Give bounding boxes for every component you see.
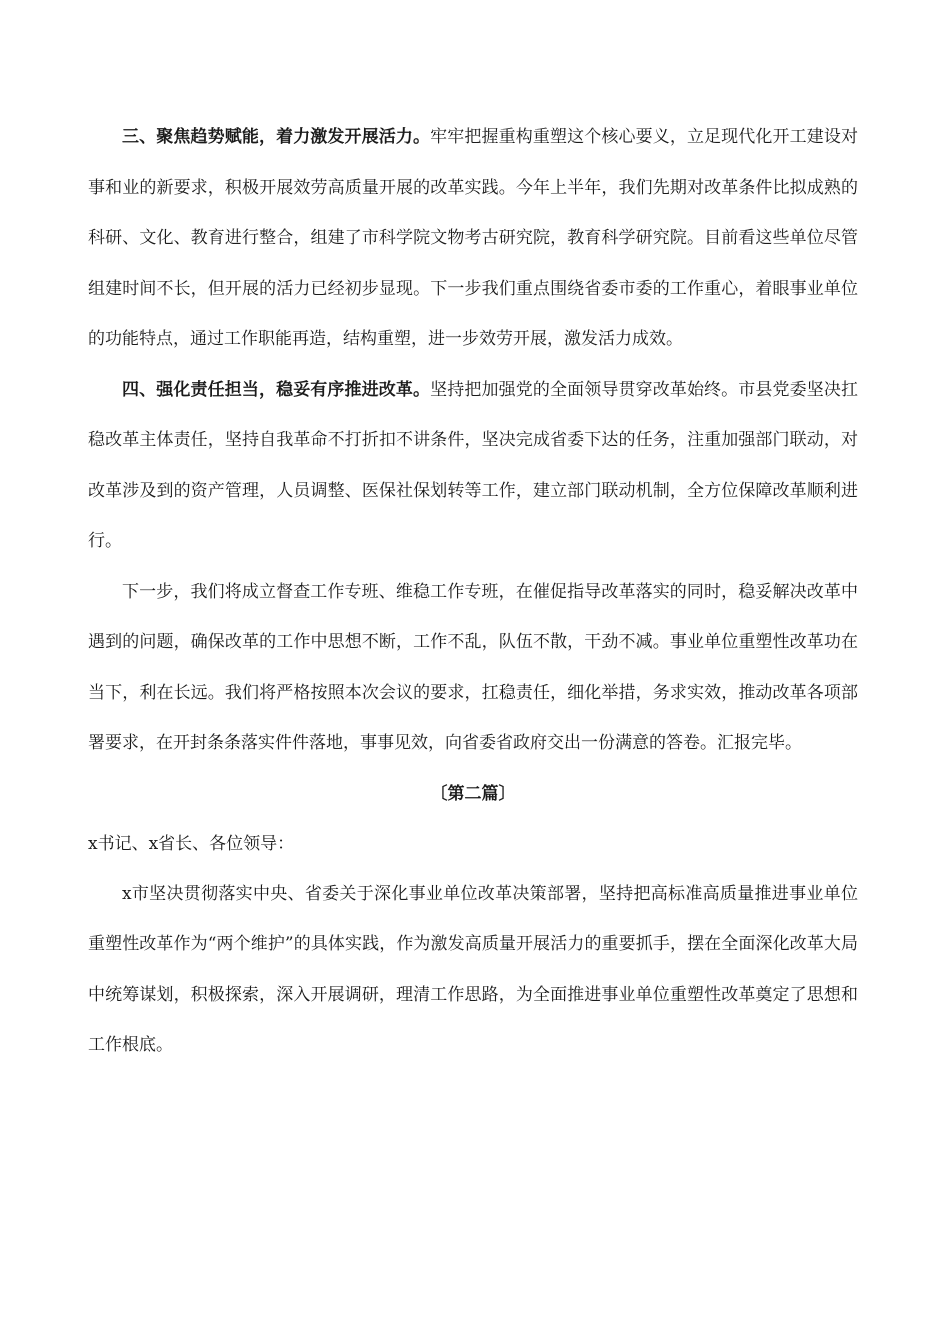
next-steps-body: 下一步，我们将成立督查工作专班、维稳工作专班，在催促指导改革落实的同时，稳妥解决改革中遇到的问题，确保改革的工作中思想不断，工作不乱，队伍不散，干劲不减。事业单位重塑性改革功在当下，利在长远。我们将严格按照本次会议的要求，扛稳责任，细化举措，务求实效，推动改革各项部署要求，在开封条条落实件件落地，事事见效，向省委省政府交出一份满意的答卷。汇报完毕。 bbox=[88, 581, 858, 753]
paragraph-section-four bbox=[88, 365, 858, 567]
document-page bbox=[88, 112, 858, 1071]
paragraph-section-three bbox=[88, 112, 858, 365]
salutation: x书记、x省长、各位领导： bbox=[88, 833, 295, 854]
paragraph-next-steps bbox=[88, 567, 858, 769]
section-three-body: 牢牢把握重构重塑这个核心要义，立足现代化开工建设对事和业的新要求，积极开展效劳高质量开展的改革实践。今年上半年，我们先期对改革条件比拟成熟的科研、文化、教育进行整合，组建了市科学院文物考古研究院，教育科学研究院。目前看这些单位尽管组建时间不长，但开展的活力已经初步显现。下一步我们重点围绕省委市委的工作重心，着眼事业单位的功能特点，通过工作职能再造，结构重塑，进一步效劳开展，激发活力成效。 bbox=[88, 127, 859, 349]
paragraph-intro bbox=[88, 869, 858, 1071]
section-four-lead: 四、强化责任担当，稳妥有序推进改革。 bbox=[122, 379, 431, 400]
intro-body: x市坚决贯彻落实中央、省委关于深化事业单位改革决策部署，坚持把高标准高质量推进事业单位重塑性改革作为“两个维护”的具体实践，作为激发高质量开展活力的重要抓手，摆在全面深化改革大局中统筹谋划，积极探索，深入开展调研，理清工作思路，为全面推进事业单位重塑性改革奠定了思想和工作根底。 bbox=[88, 883, 858, 1055]
section-three-lead: 三、聚焦趋势赋能，着力激发开展活力。 bbox=[122, 127, 431, 147]
section-heading: 〔第二篇〕 bbox=[430, 783, 516, 804]
section-four-body: 坚持把加强党的全面领导贯穿改革始终。市县党委坚决扛稳改革主体责任，坚持自我革命不打折扣不讲条件，坚决完成省委下达的任务，注重加强部门联动，对改革涉及到的资产管理，人员调整、医保社保划转等工作，建立部门联动机制，全方位保障改革顺利进行。 bbox=[88, 379, 859, 551]
